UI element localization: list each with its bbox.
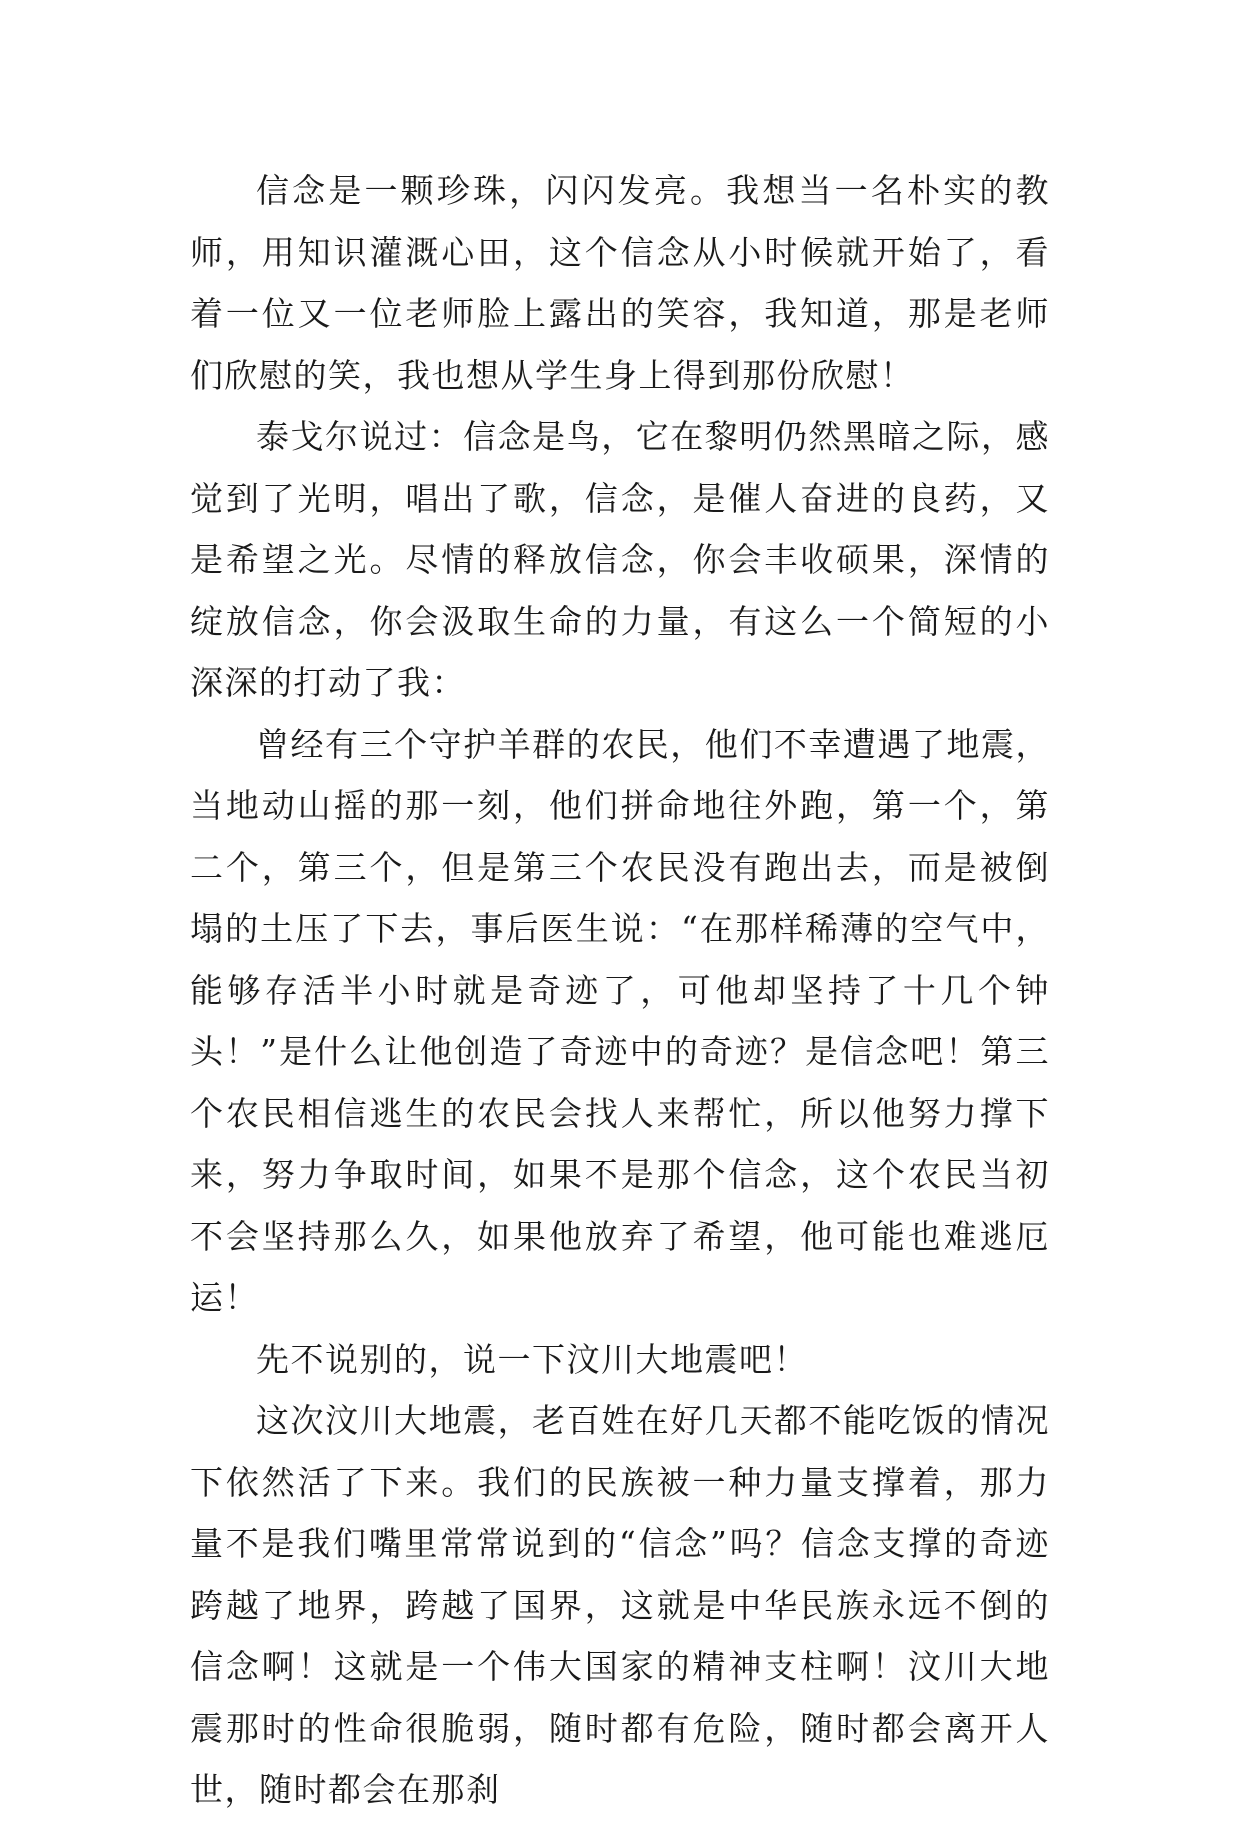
paragraph-4: 先不说别的，说一下汶川大地震吧！ (256, 1339, 808, 1379)
paragraph-2: 泰戈尔说过：信念是鸟，它在黎明仍然黑暗之际，感觉到了光明，唱出了歌，信念，是催人奋进的良药，又是希望之光。尽情的释放信念，你会丰收硕果，深情的绽放信念，你会汲取生命的力量，有这么一个简短的小深深的打动了我： (190, 417, 1050, 702)
paragraph-3: 曾经有三个守护羊群的农民，他们不幸遭遇了地震，当地动山摇的那一刻，他们拼命地往外跑，第一个，第二个，第三个，但是第三个农民没有跑出去，而是被倒塌的土压了下去，事后医生说：“在那样稀薄的空气中，能够存活半小时就是奇迹了，可他却坚持了十几个钟头！”是什么让他创造了奇迹中的奇迹？是信念吧！第三个农民相信逃生的农民会找人来帮忙，所以他努力撑下来，努力争取时间，如果不是那个信念，这个农民当初不会坚持那么久，如果他放弃了希望，他可能也难逃厄运！ (190, 724, 1050, 1317)
document-body (190, 160, 1050, 1821)
paragraph-1: 信念是一颗珍珠，闪闪发亮。我想当一名朴实的教师，用知识灌溉心田，这个信念从小时候就开始了，看着一位又一位老师脸上露出的笑容，我知道，那是老师们欣慰的笑，我也想从学生身上得到那份欣慰！ (190, 171, 1050, 395)
paragraph-5: 这次汶川大地震，老百姓在好几天都不能吃饭的情况下依然活了下来。我们的民族被一种力量支撑着，那力量不是我们嘴里常常说到的“信念”吗？信念支撑的奇迹跨越了地界，跨越了国界，这就是中华民族永远不倒的信念啊！这就是一个伟大国家的精神支柱啊！汶川大地震那时的性命很脆弱，随时都有危险，随时都会离开人世，随时都会在那刹 (190, 1401, 1050, 1809)
